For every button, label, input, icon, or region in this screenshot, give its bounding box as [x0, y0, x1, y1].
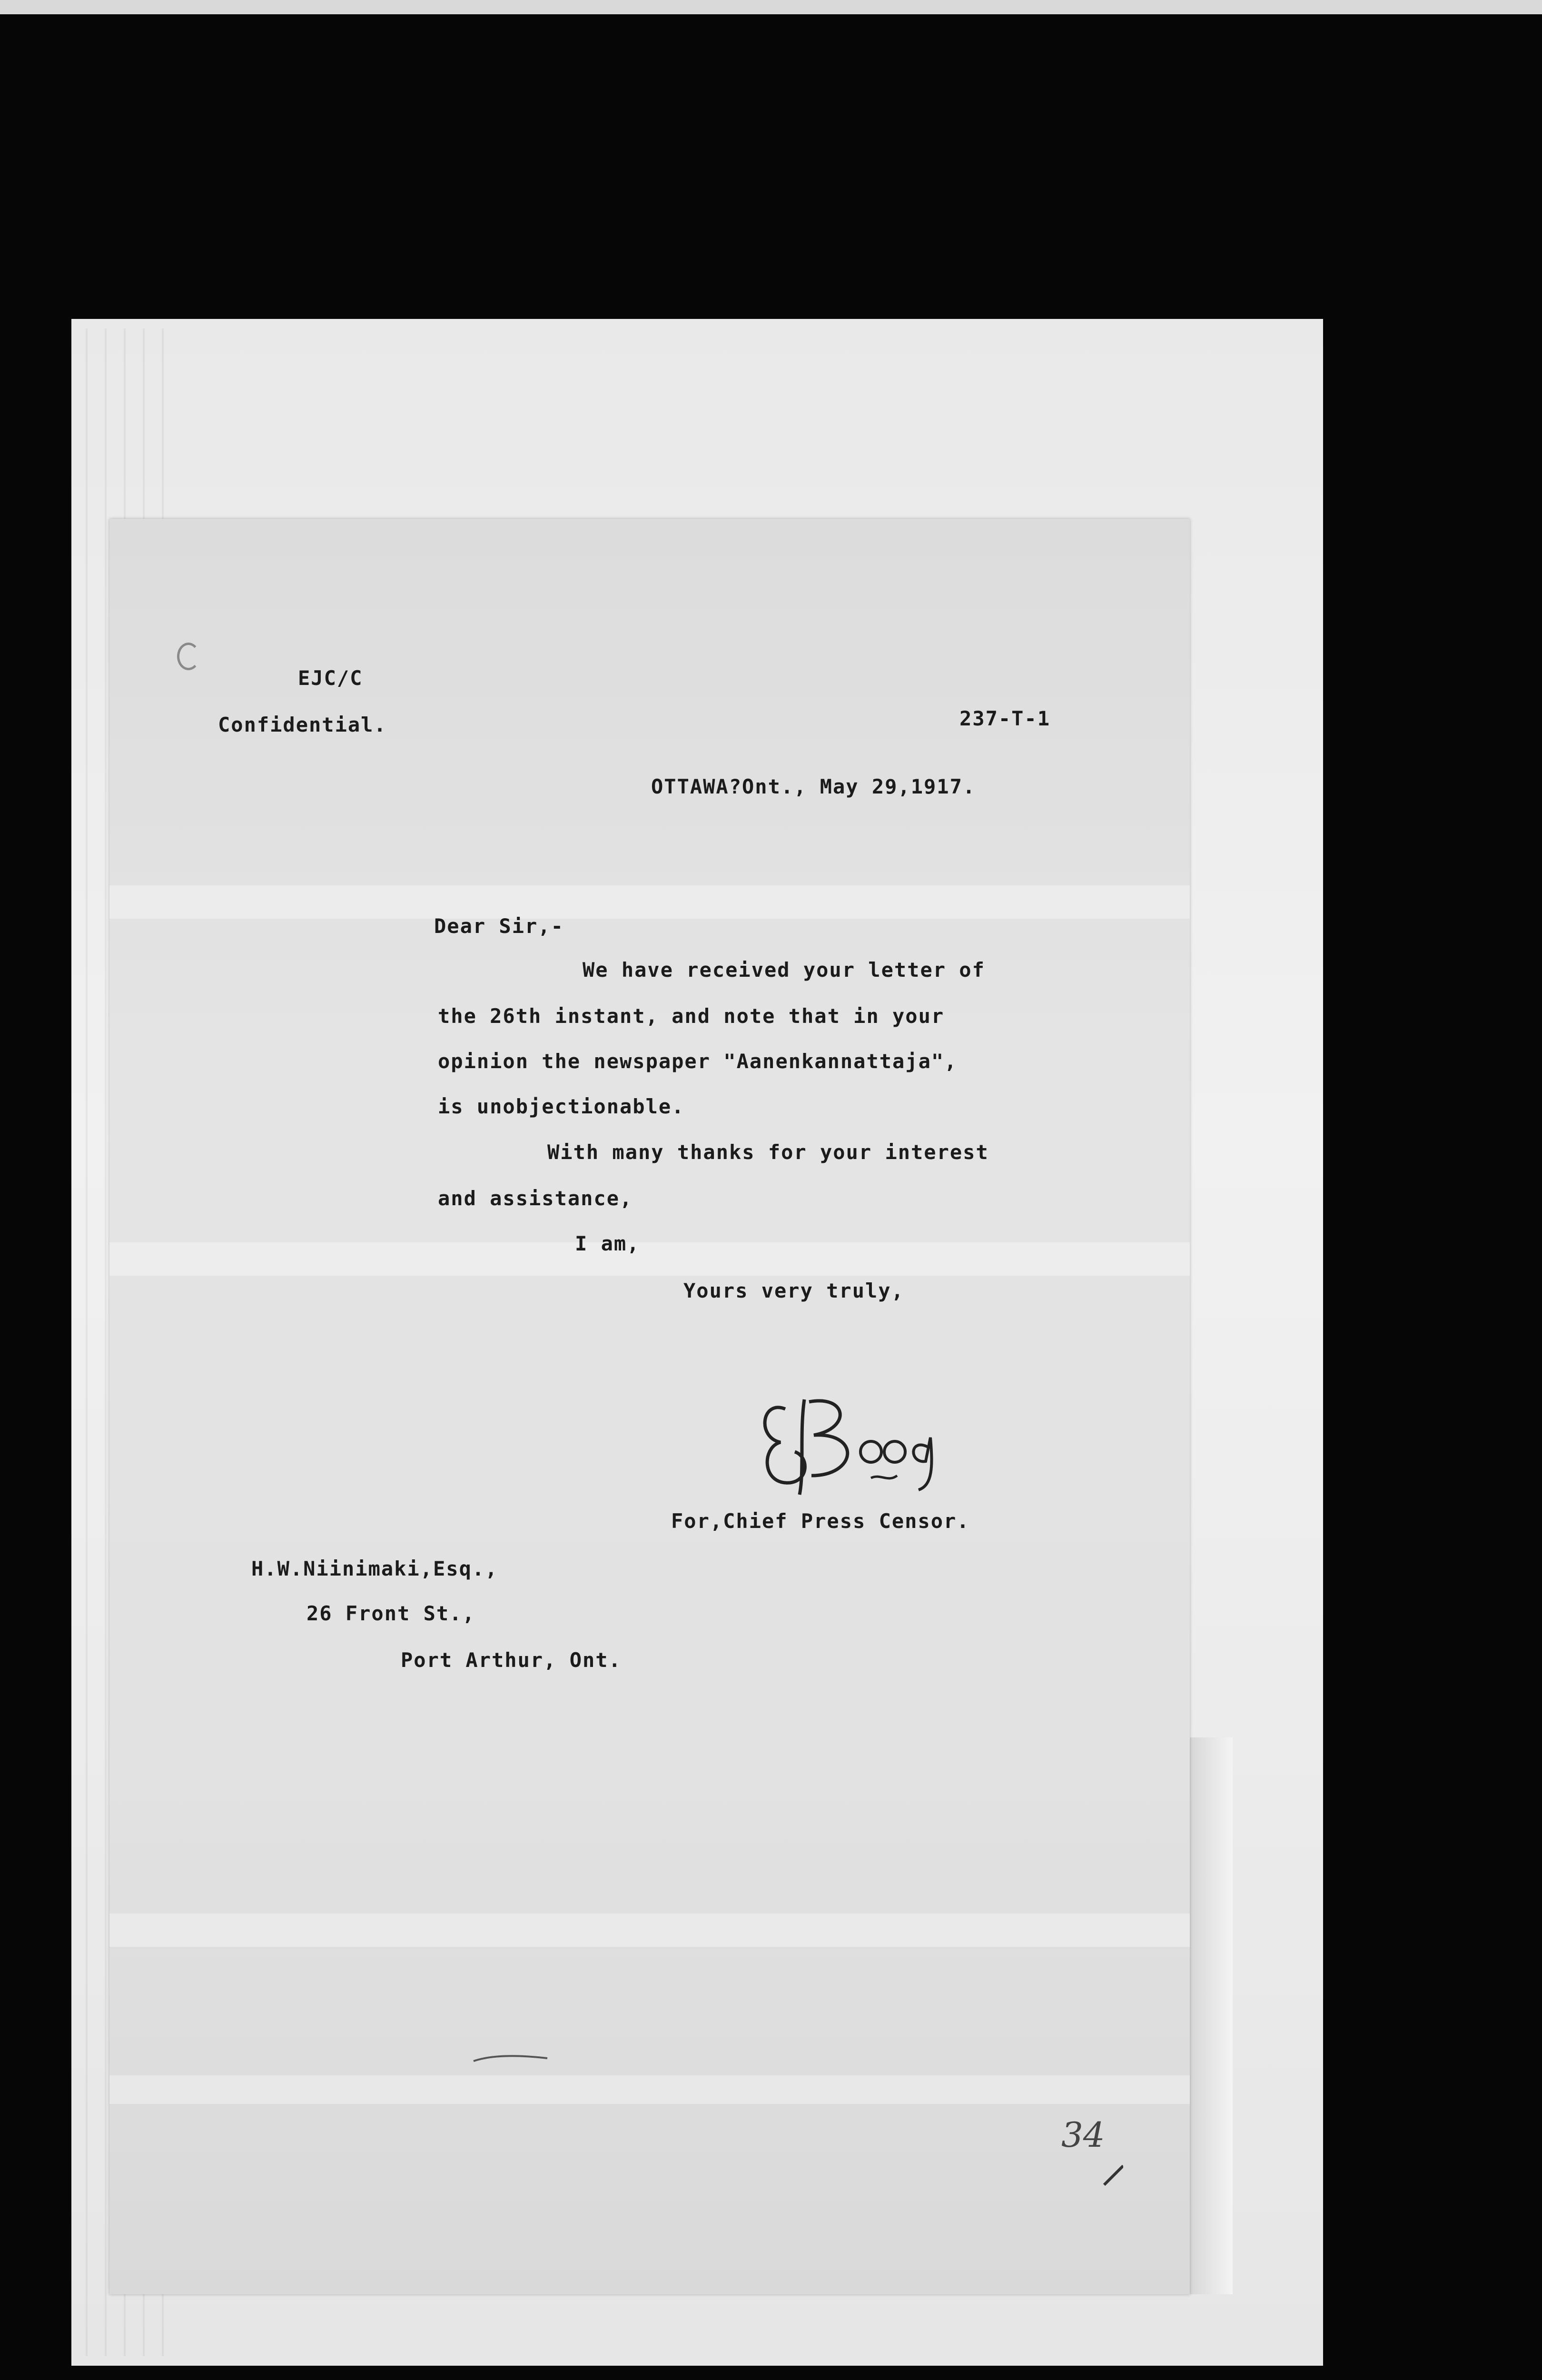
place-date: OTTAWA?Ont., May 29,1917. [651, 775, 976, 798]
pencil-mark [471, 2052, 552, 2066]
file-number: 237-T-1 [959, 707, 1051, 730]
film-top-edge [0, 0, 1542, 14]
address-line: 26 Front St., [306, 1602, 475, 1625]
classification-label: Confidential. [218, 713, 387, 736]
body-line: With many thanks for your interest [547, 1140, 989, 1164]
address-line: Port Arthur, Ont. [401, 1648, 622, 1672]
signature [752, 1380, 952, 1504]
exposure-band [109, 1914, 1190, 1947]
body-line: opinion the newspaper "Aanenkannattaja", [438, 1050, 958, 1073]
body-line: and assistance, [438, 1187, 633, 1210]
svg-text:34: 34 [1061, 2115, 1105, 2155]
closing-line: I am, [575, 1232, 640, 1255]
letter-page [109, 519, 1190, 2294]
exposure-band [109, 885, 1190, 919]
reference-initials: EJC/C [298, 666, 363, 690]
signature-title: For,Chief Press Censor. [671, 1509, 970, 1533]
handwritten-page-number [1057, 2113, 1123, 2199]
address-line: H.W.Niinimaki,Esq., [251, 1557, 498, 1580]
exposure-band [109, 2075, 1190, 2104]
body-line: We have received your letter of [583, 958, 985, 982]
exposure-band [109, 1242, 1190, 1276]
salutation: Dear Sir,- [434, 914, 564, 938]
body-line: is unobjectionable. [438, 1095, 685, 1118]
closing-line: Yours very truly, [683, 1279, 904, 1302]
punch-hole [177, 643, 200, 670]
body-line: the 26th instant, and note that in your [438, 1004, 945, 1028]
